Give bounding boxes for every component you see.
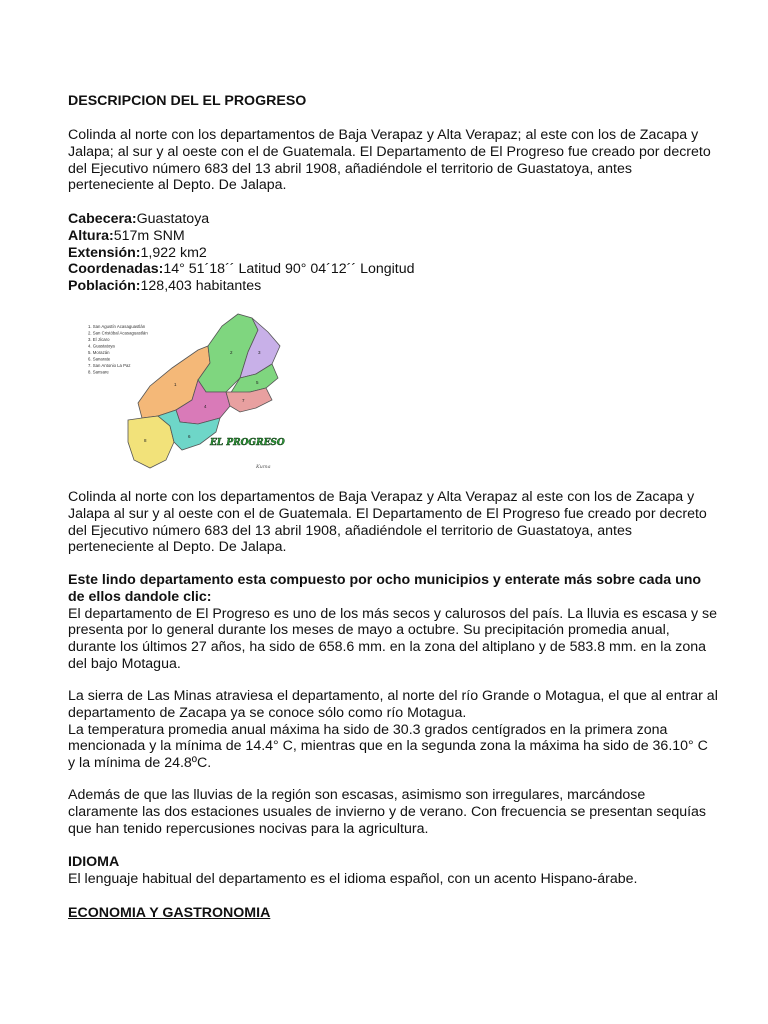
legend-item: 5. Morazán: [88, 350, 110, 355]
text-line: del Ejecutivo número 683 del 13 abril 1908, añadiéndole el territorio de Guastatoya, antes: [68, 160, 632, 177]
text-line: La temperatura promedia anual máxima ha sido de 30.3 grados centígrados en la primera zona: [68, 721, 668, 738]
fact-coordenadas: [68, 261, 728, 278]
legend-item: 8. Sansare: [88, 369, 109, 375]
department-map-svg: [80, 308, 285, 476]
rain-paragraph: [68, 787, 728, 837]
text-line: del Ejecutivo número 683 del 13 abril 1908, añadiéndole el territorio de Guastatoya, antes: [68, 522, 632, 539]
svg-text:5: 5: [256, 380, 259, 385]
text-line: perteneciente al Depto. De Jalapa.: [68, 539, 287, 556]
legend-item: 2. San Cristóbal Acasaguastlán: [88, 330, 148, 336]
legend-item: 7. San Antonio La Paz: [88, 363, 131, 368]
legend-item: 6. Sanarate: [88, 356, 111, 362]
text-line: departamento de Zacapa ya se conoce sólo como río Motagua.: [68, 704, 467, 721]
text-line: Además de que las lluvias de la región son escasas, asimismo son irregulares, marcándose: [68, 787, 646, 803]
svg-text:4: 4: [204, 404, 207, 409]
fact-label: Población:: [68, 278, 141, 295]
text-line: Jalapa al sur y al oeste con el de Guatemala. El Departamento de El Progreso fue creado por decreto: [68, 505, 707, 522]
economia-wrap: [68, 905, 728, 922]
fact-extension: [68, 245, 728, 262]
region-san-antonio: [226, 388, 272, 412]
text-line: durante los últimos 27 años, ha sido de 658.6 mm. en la zona del altiplano y de 583.8 mm. en la zona: [68, 639, 707, 656]
text-line: El departamento de El Progreso es uno de los más secos y calurosos del país. La lluvia es escasa y se: [68, 605, 718, 622]
text-line: presenta por lo general durante los meses de mayo a octubre. Su precipitación promedia anual,: [68, 622, 670, 639]
map-legend: [88, 324, 148, 375]
fact-label: Coordenadas:: [68, 261, 164, 278]
map-label: EL PROGRESO: [210, 438, 285, 448]
bold-line: de ellos dandole clic:: [68, 588, 212, 605]
legend-item: 1. San Agustín Acasaguastlán: [88, 324, 146, 329]
text-line: que han tenido repercusiones nocivas para la agricultura.: [68, 820, 429, 837]
svg-text:8: 8: [144, 438, 147, 443]
svg-text:6: 6: [188, 434, 191, 439]
fact-value: 517m SNM: [113, 227, 185, 244]
svg-text:2: 2: [230, 350, 233, 355]
department-map-image: [80, 308, 285, 476]
text-line: y la mínima de 24.8ºC.: [68, 755, 212, 772]
fact-label: Cabecera:: [68, 211, 137, 227]
facts-list: [68, 211, 728, 295]
idioma-text: El lenguaje habitual del departamento es el idioma español, con un acento Hispano-árabe.: [68, 870, 638, 887]
intro-paragraph: [68, 127, 728, 194]
second-paragraph: [68, 489, 728, 556]
fact-value: 14° 51´18´´ Latitud 90° 04´12´´ Longitud: [163, 261, 415, 278]
svg-text:1: 1: [174, 382, 177, 387]
sierra-paragraph: [68, 688, 728, 772]
legend-item: 3. El Jícaro: [88, 337, 110, 342]
text-line: perteneciente al Depto. De Jalapa.: [68, 177, 287, 194]
bold-line: Este lindo departamento esta compuesto por ocho municipios y enterate más sobre cada uno: [68, 572, 702, 588]
text-line: Colinda al norte con los departamentos de Baja Verapaz y Alta Verapaz al este con los de Zacapa y: [68, 489, 695, 505]
economia-heading: ECONOMIA Y GASTRONOMIA: [68, 905, 271, 921]
fact-value: 1,922 km2: [140, 244, 207, 261]
text-line: mencionada y la mínima de 14.4° C, mientras que en la segunda zona la máxima ha sido de 36.10° C: [68, 738, 708, 755]
document-title: DESCRIPCION DEL EL PROGRESO: [68, 93, 307, 109]
fact-poblacion: [68, 278, 728, 295]
idioma-section: [68, 854, 728, 888]
text-line: Jalapa; al sur y al oeste con el de Guatemala. El Departamento de El Progreso fue creado por decreto: [68, 143, 711, 160]
fact-label: Altura:: [68, 227, 114, 244]
municipios-intro: [68, 572, 728, 673]
fact-value: Guastatoya: [136, 211, 210, 227]
fact-altura: [68, 228, 728, 245]
text-line: Colinda al norte con los departamentos de Baja Verapaz y Alta Verapaz; al este con los de Zacapa y: [68, 127, 699, 143]
fact-cabecera: [68, 211, 728, 228]
idioma-heading: IDIOMA: [68, 854, 120, 870]
text-line: del bajo Motagua.: [68, 655, 181, 672]
fact-value: 128,403 habitantes: [140, 278, 262, 295]
text-line: La sierra de Las Minas atraviesa el departamento, al norte del río Grande o Motagua, el que al entrar al: [68, 688, 718, 704]
map-signature: Kuma: [256, 464, 271, 470]
svg-text:7: 7: [242, 398, 245, 403]
text-line: claramente las dos estaciones usuales de invierno y de verano. Con frecuencia se presentan sequías: [68, 803, 707, 820]
legend-item: 4. Guastatoya: [88, 343, 115, 349]
svg-text:3: 3: [258, 350, 261, 355]
fact-label: Extensión:: [68, 244, 141, 261]
